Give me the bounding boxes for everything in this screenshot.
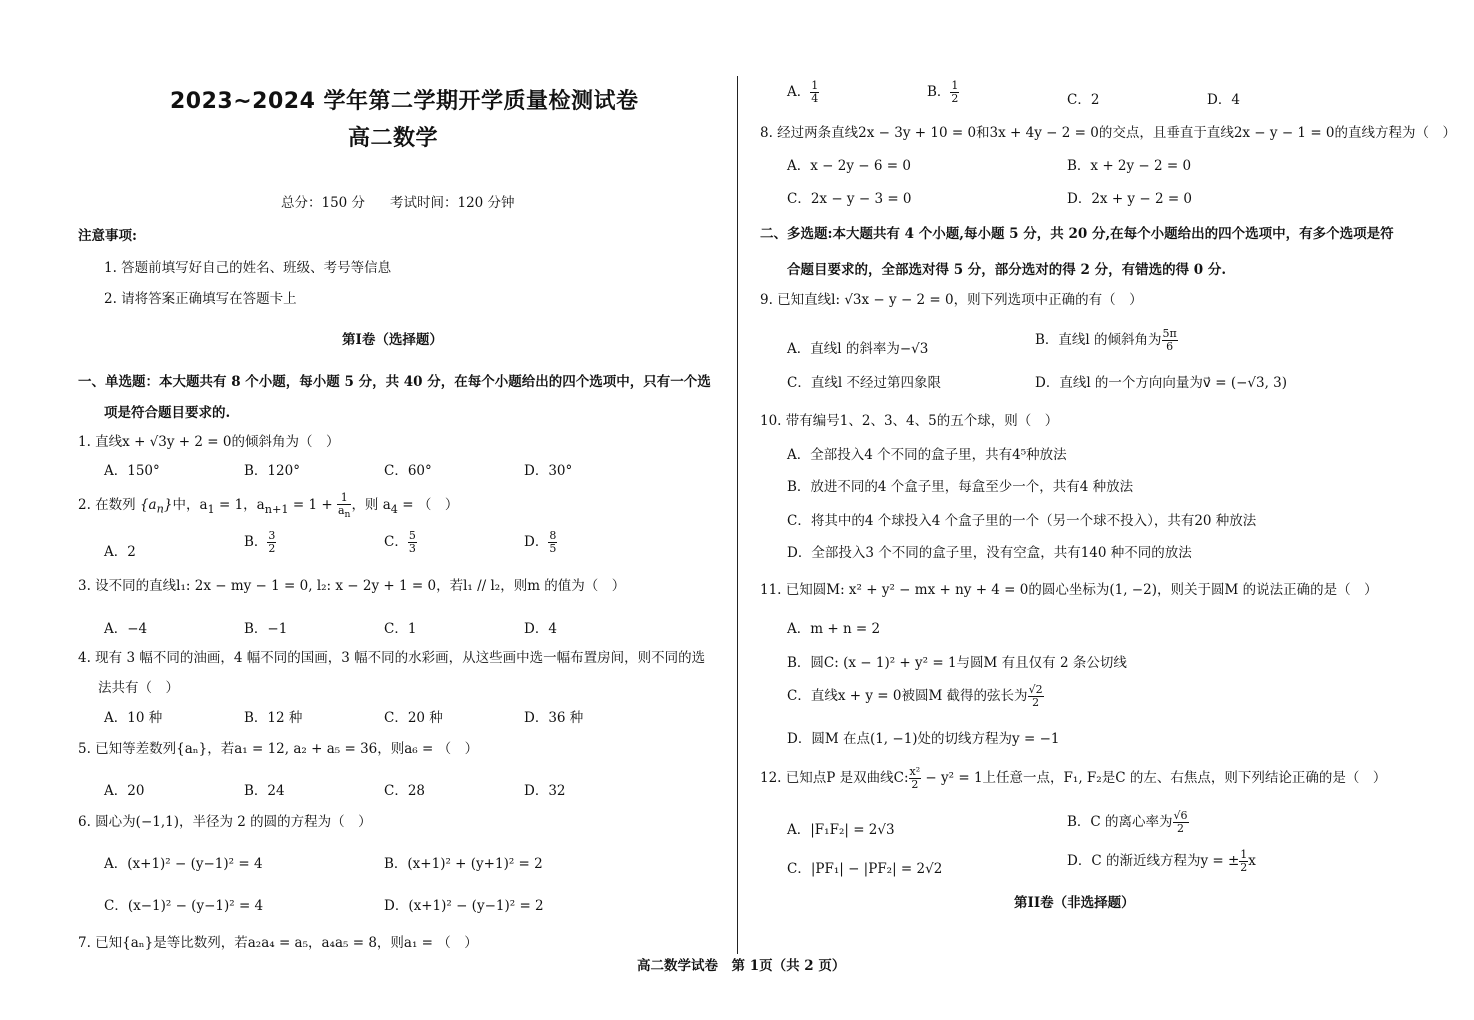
q4-stem-cont: 法共有（ ） [98, 680, 179, 696]
q12-option-b: B．C 的离心率为 $\frac{√6}{2}$ [1067, 809, 1188, 835]
q4-option-d: D．36 种 [524, 710, 584, 726]
section1-heading-cont: 项是符合题目要求的. [104, 405, 231, 421]
q2-option-c: C． $\frac{5}{3}$ [384, 529, 416, 555]
note-item: 1. 答题前填写好自己的姓名、班级、考号等信息 [104, 260, 392, 276]
q2-option-b: B． $\frac{3}{2}$ [244, 529, 276, 555]
q1-option-a: A．150° [104, 463, 160, 479]
q2-stem: 2. 在数列 $\{a_n\}$中，$a_1 = 1$，$a_{n+1} = 1$ + $\frac{1}{a_n}$ ，则 $a_4$ = （ ） [78, 491, 459, 520]
notes-heading: 注意事项: [78, 228, 137, 244]
column-divider [737, 76, 738, 954]
q3-stem: 3. 设不同的直线l₁: 2x − my − 1 = 0, l₂: x − 2y + 1 = 0，若l₁ // l₂，则m 的值为（ ） [78, 578, 626, 594]
q12-option-a: A．|F₁F₂| = 2√3 [787, 822, 895, 838]
q10-option-c: C．将其中的4 个球投入4 个盒子里的一个（另一个球不投入），共有20 种放法 [787, 513, 1257, 529]
q9-option-b: B．直线l 的倾斜角为 $\frac{5\pi}{6}$ [1035, 327, 1177, 353]
q7-option-c: C．2 [1067, 92, 1100, 108]
q1-stem: 1. 直线x + √3y + 2 = 0的倾斜角为（ ） [78, 434, 340, 450]
q4-stem: 4. 现有 3 幅不同的油画，4 幅不同的国画，3 幅不同的水彩画，从这些画中选一幅布置房间，则不同的选 [78, 650, 706, 666]
q6-option-d: D．(x+1)² − (y−1)² = 2 [384, 898, 544, 914]
section2-heading: 二、多选题:本大题共有 4 个小题,每小题 5 分，共 20 分,在每个小题给出的四个选项中，有多个选项是符 [760, 226, 1394, 242]
q10-stem: 10. 带有编号1、2、3、4、5的五个球，则（ ） [760, 413, 1059, 429]
volume2-title: 第II卷（非选择题） [1014, 895, 1135, 911]
section2-heading-cont: 合题目要求的，全部选对得 5 分，部分选对的得 2 分，有错选的得 0 分. [787, 262, 1227, 278]
q9-option-a: A．直线l 的斜率为−√3 [787, 341, 929, 357]
section1-heading: 一、单选题：本大题共有 8 个小题，每小题 5 分，共 40 分，在每个小题给出的四个选项中，只有一个选 [78, 374, 711, 390]
q5-option-d: D．32 [524, 783, 566, 799]
q4-option-b: B．12 种 [244, 710, 303, 726]
q11-stem: 11. 已知圆M: x² + y² − mx + ny + 4 = 0的圆心坐标为(1, −2)，则关于圆M 的说法正确的是（ ） [760, 582, 1378, 598]
q11-option-c: C．直线x + y = 0被圆M 截得的弦长为 $\frac{√2}{2}$ [787, 683, 1043, 709]
q3-option-c: C．1 [384, 621, 417, 637]
volume1-title: 第I卷（选择题） [342, 332, 443, 348]
q11-option-d: D．圆M 在点(1, −1)处的切线方程为y = −1 [787, 731, 1060, 747]
q5-option-a: A．20 [104, 783, 145, 799]
q8-stem: 8. 经过两条直线2x − 3y + 10 = 0和3x + 4y − 2 = 0的交点，且垂直于直线2x − y − 1 = 0的直线方程为（ ） [760, 125, 1457, 141]
q1-option-c: C．60° [384, 463, 432, 479]
q9-option-c: C．直线l 不经过第四象限 [787, 375, 941, 391]
q11-option-a: A．m + n = 2 [787, 621, 881, 637]
total-score: 总分：150 分 [281, 195, 366, 211]
q5-option-c: C．28 [384, 783, 426, 799]
q8-option-b: B．x + 2y − 2 = 0 [1067, 158, 1192, 174]
q7-stem: 7. 已知{aₙ}是等比数列，若a₂a₄ = a₅，a₄a₅ = 8，则a₁ = （ ） [78, 935, 478, 951]
q10-option-b: B．放进不同的4 个盒子里，每盒至少一个，共有4 种放法 [787, 479, 1134, 495]
q4-option-a: A．10 种 [104, 710, 163, 726]
q3-option-b: B．−1 [244, 621, 288, 637]
q3-option-a: A．−4 [104, 621, 148, 637]
q8-option-a: A．x − 2y − 6 = 0 [787, 158, 911, 174]
q10-option-a: A．全部投入4 个不同的盒子里，共有4⁵种放法 [787, 447, 1067, 463]
q8-option-d: D．2x + y − 2 = 0 [1067, 191, 1193, 207]
q6-option-c: C．(x−1)² − (y−1)² = 4 [104, 898, 264, 914]
q11-option-b: B．圆C: (x − 1)² + y² = 1与圆M 有且仅有 2 条公切线 [787, 655, 1127, 671]
q12-option-c: C．|PF₁| − |PF₂| = 2√2 [787, 861, 943, 877]
q4-option-c: C．20 种 [384, 710, 443, 726]
subject-title: 高二数学 [348, 126, 439, 151]
q2-option-a: A．2 [104, 544, 136, 560]
q9-stem: 9. 已知直线l: √3x − y − 2 = 0，则下列选项中正确的有（ ） [760, 292, 1143, 308]
q2-option-d: D． $\frac{8}{5}$ [524, 529, 557, 555]
q7-option-a: A． $\frac{1}{4}$ [787, 79, 819, 105]
q6-option-a: A．(x+1)² − (y−1)² = 4 [104, 856, 263, 872]
q1-option-b: B．120° [244, 463, 300, 479]
q6-option-b: B．(x+1)² + (y+1)² = 2 [384, 856, 543, 872]
q12-option-d: D．C 的渐近线方程为y = ± $\frac{1}{2}$ x [1067, 848, 1256, 874]
q7-option-b: B． $\frac{1}{2}$ [927, 79, 959, 105]
q1-option-d: D．30° [524, 463, 573, 479]
q12-stem: 12. 已知点P 是双曲线C: $\frac{\text{x²}}{2}$ − y² = 1上任意一点，F₁, F₂是C 的左、右焦点，则下列结论正确的是（ ） [760, 765, 1387, 791]
note-item: 2. 请将答案正确填写在答题卡上 [104, 291, 297, 307]
exam-time: 考试时间：120 分钟 [390, 195, 515, 211]
q7-option-d: D．4 [1207, 92, 1240, 108]
exam-title: 2023~2024 学年第二学期开学质量检测试卷 [170, 89, 639, 114]
q10-option-d: D．全部投入3 个不同的盒子里，没有空盒，共有140 种不同的放法 [787, 545, 1192, 561]
q6-stem: 6. 圆心为(−1,1)，半径为 2 的圆的方程为（ ） [78, 814, 372, 830]
q8-option-c: C．2x − y − 3 = 0 [787, 191, 912, 207]
q5-option-b: B．24 [244, 783, 285, 799]
page-footer: 高二数学试卷 第 1页（共 2 页） [637, 958, 846, 974]
q9-option-d: D．直线l 的一个方向向量为v⃗ = (−√3, 3) [1035, 375, 1288, 391]
q5-stem: 5. 已知等差数列{aₙ}，若a₁ = 12, a₂ + a₅ = 36，则a₆ = （ ） [78, 741, 479, 757]
q3-option-d: D．4 [524, 621, 557, 637]
